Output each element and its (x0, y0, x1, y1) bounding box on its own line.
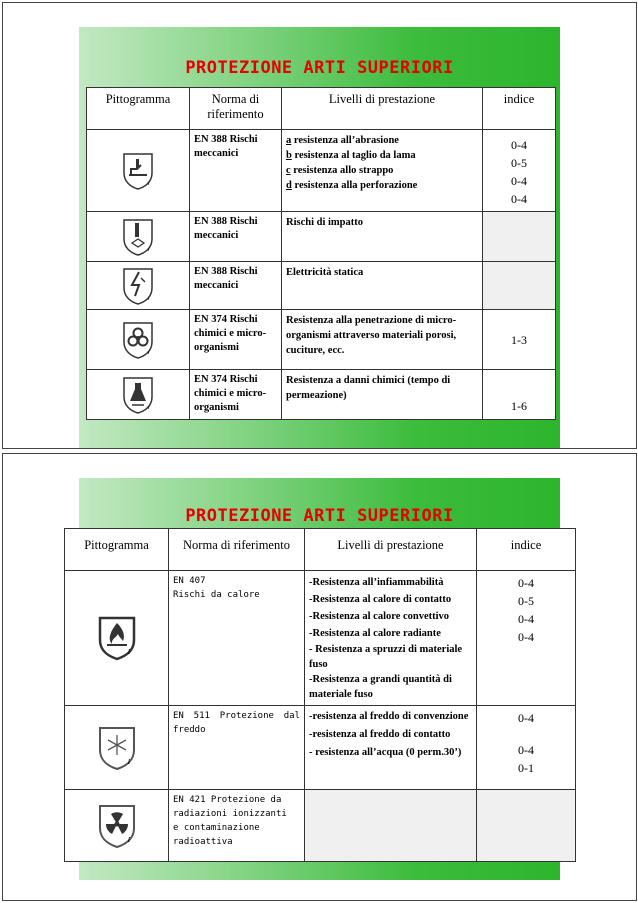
levels-cell: Resistenza a danni chimici (tempo di permeazione) (282, 370, 483, 420)
index-cell (477, 790, 576, 862)
level-item: -Resistenza al calore convettivo (309, 611, 450, 622)
norm-cell: EN 388 Rischi meccanici (190, 212, 282, 262)
table-header-row (65, 529, 576, 571)
svg-text:i: i (148, 295, 150, 302)
svg-text:i: i (148, 180, 150, 187)
table-row (65, 571, 576, 706)
table-row (87, 310, 556, 370)
table-row (65, 790, 576, 862)
norm-cell: EN 511 Protezione dal freddo (169, 706, 305, 790)
norm-cell: EN 374 Rischi chimici e micro-organismi (190, 310, 282, 370)
cold-snowflake-icon (97, 725, 137, 771)
levels-cell (305, 706, 477, 790)
table-row (87, 212, 556, 262)
levels-cell (305, 790, 477, 862)
table-row (87, 130, 556, 212)
svg-text:i: i (127, 757, 130, 766)
protection-table (86, 87, 556, 420)
levels-cell: Rischi di impatto (282, 212, 483, 262)
level-item: -Resistenza a grandi quantità di materiale fuso (309, 674, 452, 700)
header-norm: Norma di riferimento (190, 88, 282, 130)
levels-cell: Elettricità statica (282, 262, 483, 310)
table-row (65, 706, 576, 790)
table-row (87, 262, 556, 310)
level-item: a resistenza all’abrasione (286, 135, 399, 146)
table-row (87, 370, 556, 420)
biohazard-icon (121, 320, 155, 360)
table-header-row (87, 88, 556, 130)
chemical-hazard-icon (121, 375, 155, 415)
levels-cell: Resistenza alla penetrazione di micro-organismi attraverso materiali porosi, cuciture, ecc. (282, 310, 483, 370)
protection-table (64, 528, 576, 862)
mechanical-hazard-icon (121, 151, 155, 191)
norm-cell: EN 388 Rischi meccanici (190, 262, 282, 310)
header-index: indice (477, 529, 576, 571)
header-pictogram: Pittogramma (87, 88, 190, 130)
slide-title: PROTEZIONE ARTI SUPERIORI (185, 58, 454, 78)
impact-hazard-icon (121, 217, 155, 257)
level-item: c resistenza allo strappo (286, 165, 394, 176)
svg-text:i: i (148, 246, 150, 253)
norm-cell: EN 421 Protezione da radiazioni ionizzanti e contaminazione radioattiva (169, 790, 305, 862)
level-item: -resistenza al freddo di convenzione (309, 711, 469, 722)
header-levels: Livelli di prestazione (305, 529, 477, 571)
level-item: b resistenza al taglio da lama (286, 150, 416, 161)
level-item: - Resistenza a spruzzi di materiale fuso (309, 644, 463, 670)
index-cell: 1-6 (483, 370, 556, 420)
norm-cell: EN 374 Rischi chimici e micro-organismi (190, 370, 282, 420)
index-cell: 0-4 0-5 0-4 0-4 (483, 130, 556, 212)
level-item: d resistenza alla perforazione (286, 180, 418, 191)
norm-cell: EN 388 Rischi meccanici (190, 130, 282, 212)
slide-1 (2, 2, 637, 449)
header-levels: Livelli di prestazione (282, 88, 483, 130)
heat-flame-icon (97, 615, 137, 661)
slide-2 (2, 453, 637, 901)
level-item: -Resistenza al calore radiante (309, 628, 441, 639)
svg-text:i: i (127, 835, 130, 844)
slide-title: PROTEZIONE ARTI SUPERIORI (185, 506, 454, 526)
index-cell: 1-3 (483, 310, 556, 370)
index-cell (483, 212, 556, 262)
electrostatic-icon (121, 266, 155, 306)
level-item: -resistenza al freddo di contatto (309, 729, 451, 740)
header-pictogram: Pittogramma (65, 529, 169, 571)
levels-cell (282, 130, 483, 212)
level-item: - resistenza all’acqua (0 perm.30’) (309, 747, 462, 758)
header-norm: Norma di riferimento (169, 529, 305, 571)
index-cell: 0-4 0-4 0-1 (477, 706, 576, 790)
levels-cell (305, 571, 477, 706)
level-item: -Resistenza al calore di contatto (309, 594, 452, 605)
level-item: -Resistenza all’infiammabilità (309, 577, 444, 588)
norm-cell: EN 407 Rischi da calore (169, 571, 305, 706)
radiation-icon (97, 803, 137, 849)
index-cell: 0-4 0-5 0-4 0-4 (477, 571, 576, 706)
header-index: indice (483, 88, 556, 130)
index-cell (483, 262, 556, 310)
svg-text:i: i (127, 648, 130, 656)
svg-text:i: i (148, 349, 150, 356)
svg-text:i: i (148, 404, 150, 411)
